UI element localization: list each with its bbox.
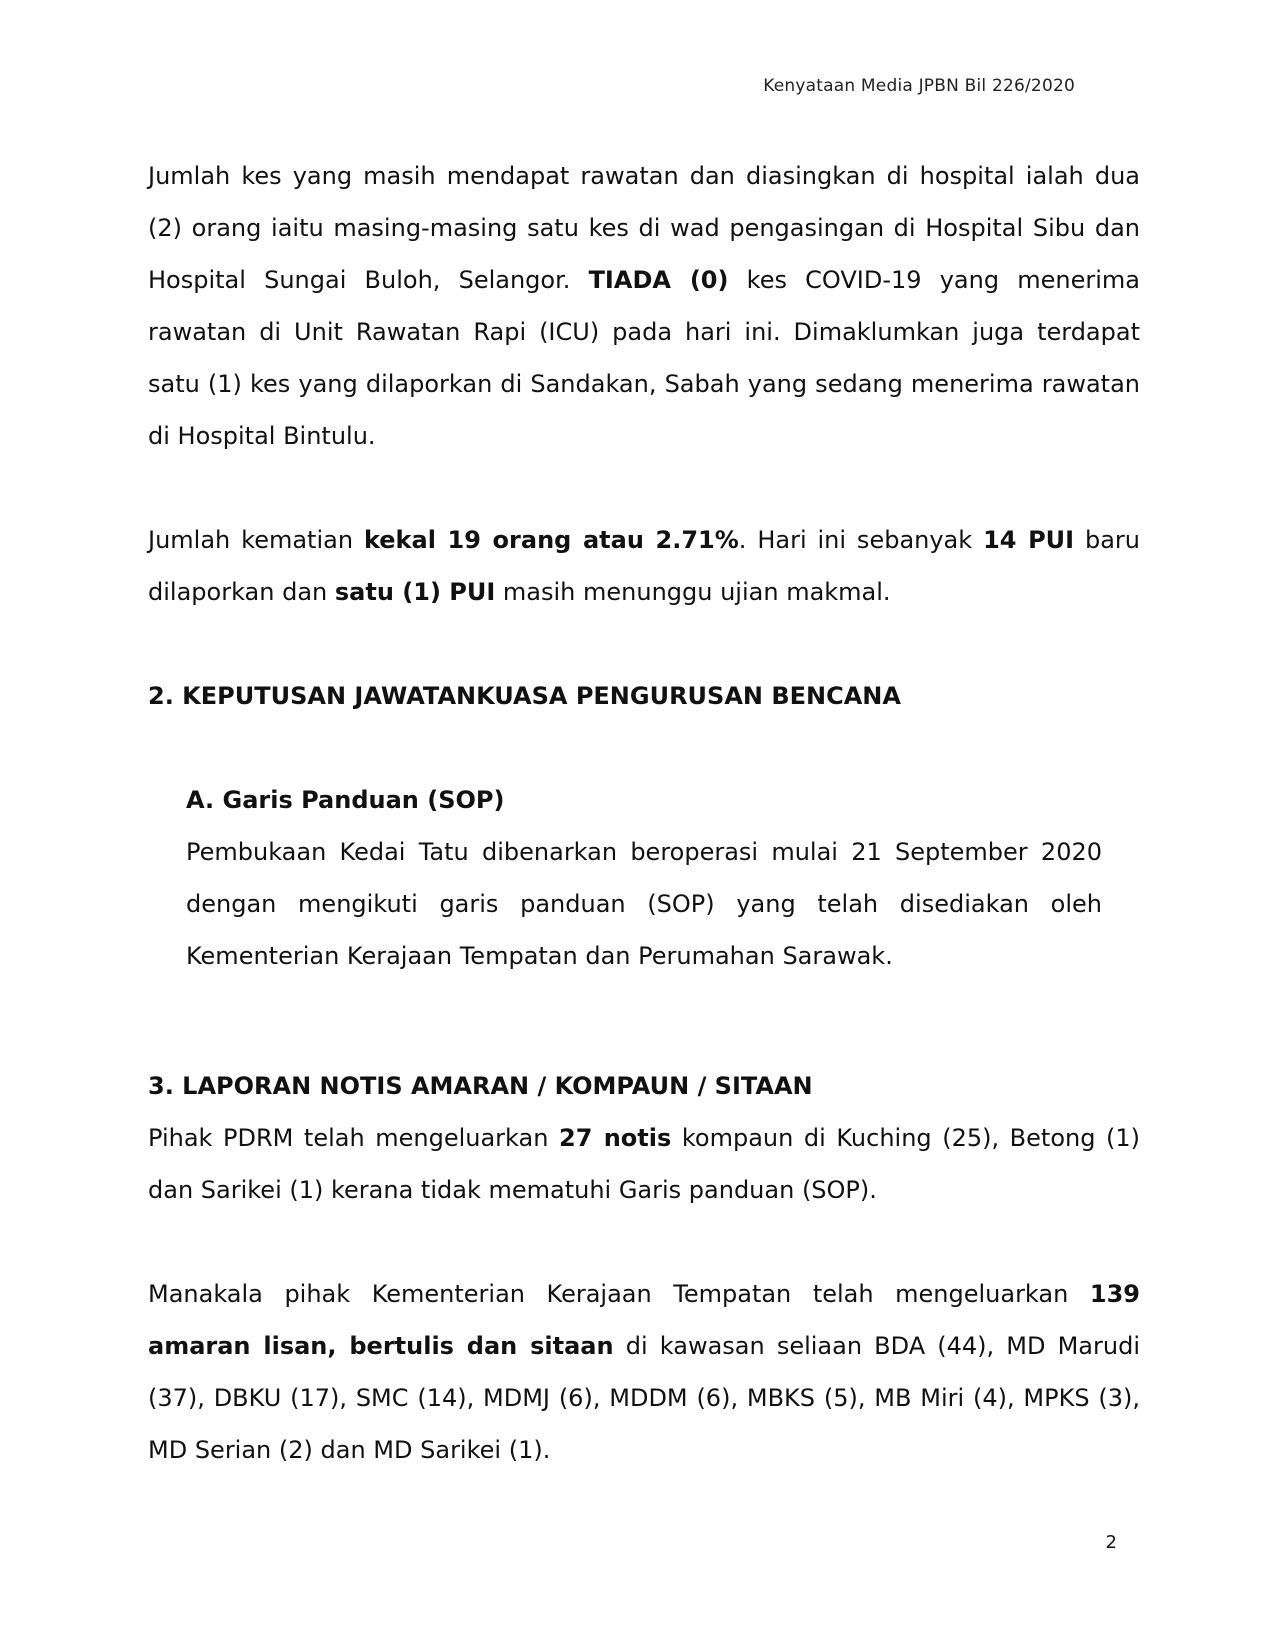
section-2a-body: Pembukaan Kedai Tatu dibenarkan beroperasi mulai 21 September 2020 dengan mengikuti garis panduan (SOP) yang telah disediakan oleh Kementerian Kerajaan Tempatan dan Perumahan Sarawak. <box>186 838 1102 970</box>
text-segment: Jumlah kes yang masih mendapat rawatan dan diasingkan di hospital ialah dua (2) orang iaitu masing-masing satu kes di wad pengasingan di Hospital Sibu dan Hospital Sungai Buloh, Selangor. <box>148 162 1140 294</box>
spacer <box>148 982 1140 1060</box>
deaths-paragraph <box>148 514 1140 618</box>
pdrm-notices-paragraph <box>148 1112 1140 1216</box>
text-segment: baru dilaporkan dan <box>148 526 1141 606</box>
bold-text: TIADA (0) <box>588 266 729 294</box>
bold-text: 139 amaran lisan, bertulis dan sitaan <box>148 1280 1140 1360</box>
text-segment: Manakala pihak Kementerian Kerajaan Tempatan telah mengeluarkan <box>148 1280 1090 1308</box>
spacer <box>148 722 1140 774</box>
spacer <box>148 1216 1140 1268</box>
text-segment: . Hari ini sebanyak <box>738 526 984 554</box>
text-segment: kes COVID-19 yang menerima rawatan di Unit Rawatan Rapi (ICU) pada hari ini. Dimaklumkan juga terdapat satu (1) kes yang dilaporkan di Sandakan, Sabah yang sedang menerima rawatan di Hospital Bintulu. <box>148 266 1140 450</box>
section-2-heading: 2. KEPUTUSAN JAWATANKUASA PENGURUSAN BENCANA <box>148 682 901 710</box>
bold-text: satu (1) PUI <box>334 578 496 606</box>
spacer <box>148 462 1140 514</box>
ministry-warnings-paragraph <box>148 1268 1140 1476</box>
document-body <box>148 150 1140 1476</box>
hospital-cases-paragraph <box>148 150 1140 462</box>
document-reference: Kenyataan Media JPBN Bil 226/2020 <box>763 76 1075 96</box>
text-segment: Jumlah kematian <box>148 526 364 554</box>
text-segment: masih menunggu ujian makmal. <box>495 578 891 606</box>
bold-text: 27 notis <box>559 1124 672 1152</box>
spacer <box>148 618 1140 670</box>
bold-text: 14 PUI <box>983 526 1075 554</box>
bold-text: kekal 19 orang atau 2.71% <box>363 526 739 554</box>
text-segment: Pihak PDRM telah mengeluarkan <box>148 1124 560 1152</box>
text-segment: kompaun di Kuching (25), Betong (1) dan Sarikei (1) kerana tidak mematuhi Garis panduan (SOP). <box>148 1124 1141 1204</box>
section-2a-subheading: A. Garis Panduan (SOP) <box>186 786 505 814</box>
section-2a <box>148 774 1102 982</box>
page-number: 2 <box>1105 1532 1117 1553</box>
text-segment: di kawasan seliaan BDA (44), MD Marudi (37), DBKU (17), SMC (14), MDMJ (6), MDDM (6), MBKS (5), MB Miri (4), MPKS (3), MD Serian (2) dan MD Sarikei (1). <box>148 1332 1140 1464</box>
section-3-heading: 3. LAPORAN NOTIS AMARAN / KOMPAUN / SITAAN <box>148 1072 813 1100</box>
